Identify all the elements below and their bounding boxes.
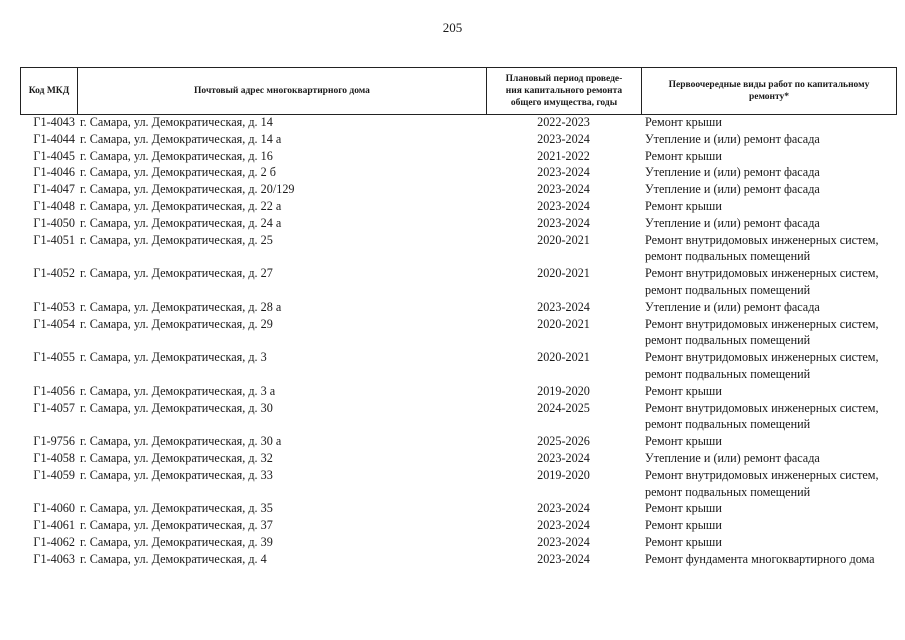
header-period-line: ния капитального ремонта [505, 86, 623, 96]
works-line: Утепление и (или) ремонт фасада [645, 299, 820, 314]
header-works-line: Первоочередные виды работ по капитальному [668, 80, 870, 90]
works-cell [641, 181, 897, 198]
works-line: Утепление и (или) ремонт фасада [645, 131, 820, 146]
works-line: Ремонт крыши [645, 115, 722, 129]
works-line: ремонт подвальных помещений [645, 366, 811, 381]
address-cell: г. Самара, ул. Демократическая, д. 4 [80, 551, 267, 566]
table-row [20, 433, 897, 450]
period-cell: 2024-2025 [537, 400, 590, 415]
works-line: Ремонт крыши [645, 534, 722, 549]
table-row [20, 299, 897, 316]
table-row [20, 148, 897, 165]
address-cell: г. Самара, ул. Демократическая, д. 35 [80, 501, 273, 516]
table-row [20, 551, 897, 568]
mkd-code-cell: Г1-4047 [33, 182, 75, 197]
works-line: Ремонт крыши [645, 501, 722, 516]
mkd-code-cell: Г1-4056 [33, 383, 75, 398]
period-cell: 2019-2020 [537, 467, 590, 482]
works-line: Ремонт внутридомовых инженерных систем, [645, 232, 879, 247]
period-cell: 2023-2024 [537, 551, 590, 566]
table-row [20, 517, 897, 534]
mkd-code-cell: Г1-4060 [33, 501, 75, 516]
table-row [20, 164, 897, 181]
mkd-code-cell: Г1-4062 [33, 534, 75, 549]
works-cell [641, 467, 897, 501]
address-cell: г. Самара, ул. Демократическая, д. 2 б [80, 165, 276, 180]
period-cell: 2023-2024 [537, 450, 590, 465]
period-cell: 2023-2024 [537, 131, 590, 146]
mkd-code-cell: Г1-4045 [33, 148, 75, 163]
address-cell: г. Самара, ул. Демократическая, д. 29 [80, 316, 273, 331]
works-cell [641, 131, 897, 148]
works-cell [641, 232, 897, 266]
table-row [20, 114, 897, 131]
works-cell [641, 450, 897, 467]
table-row [20, 198, 897, 215]
works-cell [641, 383, 897, 400]
works-line: Ремонт внутридомовых инженерных систем, [645, 467, 879, 482]
works-cell [641, 433, 897, 450]
works-cell [641, 534, 897, 551]
address-cell: г. Самара, ул. Демократическая, д. 3 [80, 350, 267, 365]
table-header [20, 67, 897, 115]
works-line: Ремонт фундамента многоквартирного дома [645, 551, 875, 566]
table-row [20, 265, 897, 299]
mkd-code-cell: Г1-4055 [33, 350, 75, 365]
address-cell: г. Самара, ул. Демократическая, д. 39 [80, 534, 273, 549]
period-cell: 2023-2024 [537, 501, 590, 516]
table-row [20, 181, 897, 198]
table-row [20, 400, 897, 434]
address-cell: г. Самара, ул. Демократическая, д. 27 [80, 266, 273, 281]
works-line: Утепление и (или) ремонт фасада [645, 182, 820, 197]
period-cell: 2020-2021 [537, 350, 590, 365]
period-cell: 2023-2024 [537, 534, 590, 549]
works-line: ремонт подвальных помещений [645, 282, 811, 297]
period-cell: 2023-2024 [537, 215, 590, 230]
works-cell [641, 316, 897, 350]
mkd-code-cell: Г1-4058 [33, 450, 75, 465]
mkd-code-cell: Г1-4051 [33, 232, 75, 247]
header-period-line: общего имущества, годы [510, 98, 618, 108]
works-cell [641, 148, 897, 165]
table-row [20, 450, 897, 467]
mkd-code-cell: Г1-4061 [33, 518, 75, 533]
works-line: Ремонт внутридомовых инженерных систем, [645, 400, 879, 415]
page-number: 205 [442, 20, 463, 35]
works-cell [641, 299, 897, 316]
table-row [20, 215, 897, 232]
table-row [20, 534, 897, 551]
works-cell [641, 215, 897, 232]
mkd-code-cell: Г1-4046 [33, 165, 75, 180]
table-row [20, 467, 897, 501]
mkd-code-cell: Г1-4059 [33, 467, 75, 482]
period-cell: 2022-2023 [537, 115, 590, 129]
header-works-line: ремонту* [748, 92, 790, 102]
works-line: Ремонт внутридомовых инженерных систем, [645, 316, 879, 331]
works-line: Ремонт крыши [645, 383, 722, 398]
works-line: Утепление и (или) ремонт фасада [645, 215, 820, 230]
works-line: Утепление и (или) ремонт фасада [645, 450, 820, 465]
works-cell [641, 164, 897, 181]
table-row [20, 316, 897, 350]
works-line: Ремонт внутридомовых инженерных систем, [645, 266, 879, 281]
mkd-code-cell: Г1-4050 [33, 215, 75, 230]
works-line: Ремонт крыши [645, 518, 722, 533]
header-works [642, 68, 896, 114]
address-cell: г. Самара, ул. Демократическая, д. 28 а [80, 299, 282, 314]
address-cell: г. Самара, ул. Демократическая, д. 14 а [80, 131, 282, 146]
period-cell: 2020-2021 [537, 232, 590, 247]
address-cell: г. Самара, ул. Демократическая, д. 32 [80, 450, 273, 465]
address-cell: г. Самара, ул. Демократическая, д. 30 а [80, 434, 282, 449]
period-cell: 2023-2024 [537, 518, 590, 533]
address-cell: г. Самара, ул. Демократическая, д. 37 [80, 518, 273, 533]
mkd-code-cell: Г1-4048 [33, 198, 75, 213]
address-cell: г. Самара, ул. Демократическая, д. 16 [80, 148, 273, 163]
period-cell: 2025-2026 [537, 434, 590, 449]
header-period-line: Плановый период проведе- [505, 74, 623, 84]
works-line: ремонт подвальных помещений [645, 417, 811, 432]
table-row [20, 383, 897, 400]
works-cell [641, 400, 897, 434]
works-line: Ремонт крыши [645, 198, 722, 213]
works-line: ремонт подвальных помещений [645, 333, 811, 348]
table-body [20, 114, 897, 568]
header-period [487, 68, 642, 114]
works-line: Ремонт крыши [645, 148, 722, 163]
period-cell: 2020-2021 [537, 316, 590, 331]
works-line: Утепление и (или) ремонт фасада [645, 165, 820, 180]
works-cell [641, 198, 897, 215]
address-cell: г. Самара, ул. Демократическая, д. 3 а [80, 383, 276, 398]
table-row [20, 349, 897, 383]
period-cell: 2021-2022 [537, 148, 590, 163]
works-cell [641, 349, 897, 383]
works-line: ремонт подвальных помещений [645, 249, 811, 264]
works-cell [641, 517, 897, 534]
works-cell [641, 265, 897, 299]
period-cell: 2023-2024 [537, 198, 590, 213]
period-cell: 2023-2024 [537, 299, 590, 314]
mkd-code-cell: Г1-4052 [33, 266, 75, 281]
mkd-code-cell: Г1-4053 [33, 299, 75, 314]
period-cell: 2019-2020 [537, 383, 590, 398]
period-cell: 2023-2024 [537, 165, 590, 180]
address-cell: г. Самара, ул. Демократическая, д. 22 а [80, 198, 282, 213]
address-cell: г. Самара, ул. Демократическая, д. 33 [80, 467, 273, 482]
works-line: Ремонт крыши [645, 434, 722, 449]
period-cell: 2020-2021 [537, 266, 590, 281]
works-cell [641, 114, 897, 131]
mkd-code-cell: Г1-4043 [33, 115, 75, 129]
works-cell [641, 500, 897, 517]
address-cell: г. Самара, ул. Демократическая, д. 30 [80, 400, 273, 415]
address-cell: г. Самара, ул. Демократическая, д. 25 [80, 232, 273, 247]
table-row [20, 131, 897, 148]
mkd-code-cell: Г1-4054 [33, 316, 75, 331]
header-code: Код МКД [21, 68, 78, 114]
mkd-code-cell: Г1-4063 [33, 551, 75, 566]
address-cell: г. Самара, ул. Демократическая, д. 20/129 [80, 182, 295, 197]
mkd-code-cell: Г1-9756 [33, 434, 75, 449]
address-cell: г. Самара, ул. Демократическая, д. 24 а [80, 215, 282, 230]
header-address: Почтовый адрес многоквартирного дома [78, 68, 487, 114]
works-line: Ремонт внутридомовых инженерных систем, [645, 350, 879, 365]
mkd-code-cell: Г1-4057 [33, 400, 75, 415]
mkd-code-cell: Г1-4044 [33, 131, 75, 146]
table-row [20, 500, 897, 517]
works-line: ремонт подвальных помещений [645, 484, 811, 499]
works-cell [641, 551, 897, 568]
table-row [20, 232, 897, 266]
address-cell: г. Самара, ул. Демократическая, д. 14 [80, 115, 273, 129]
period-cell: 2023-2024 [537, 182, 590, 197]
